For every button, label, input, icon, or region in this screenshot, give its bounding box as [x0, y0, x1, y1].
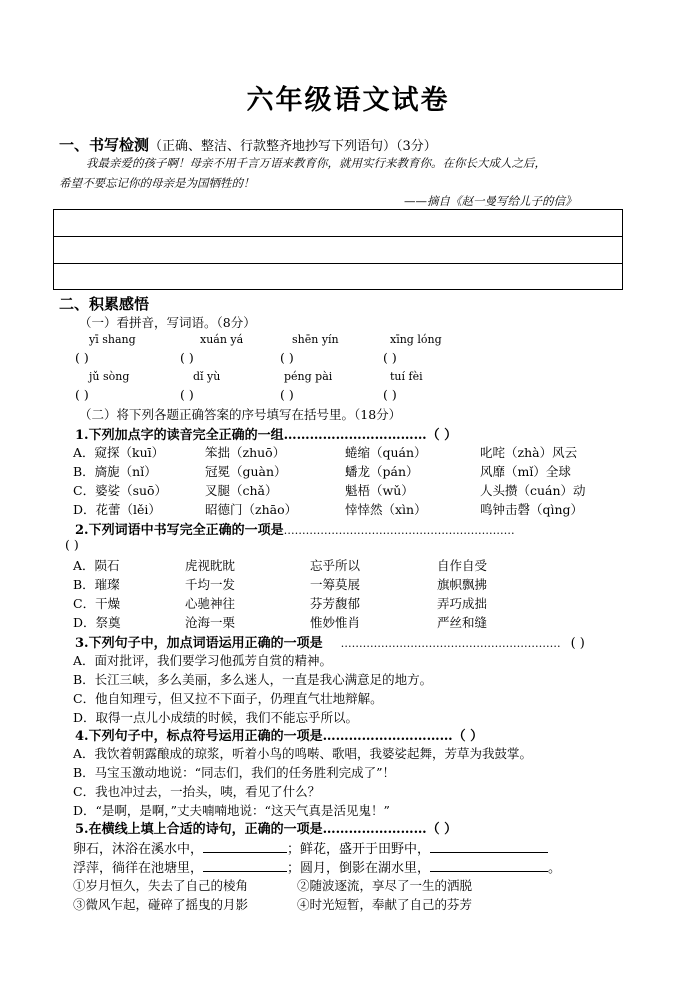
q2-option: 弄巧成拙	[437, 596, 488, 611]
fill-blank[interactable]	[430, 871, 548, 872]
q1-option: 悻悻然（xìn）	[345, 502, 427, 517]
passage-line-1: 我最亲爱的孩子啊！母亲不用千言万语来教育你，就用实行来教育你。在你长大成人之后，	[86, 156, 546, 170]
question-4-stem: 4.下列句子中，标点符号运用正确的一项是…………………………（ ）	[75, 729, 484, 744]
q2-option: 忘乎所以	[310, 558, 361, 573]
fill-blank[interactable]	[203, 871, 287, 872]
q1-option: A．窥探（kuī）	[73, 445, 165, 460]
q4-option-d: D．“是啊，是啊，”丈夫喃喃地说：“这天气真是活见鬼！”	[73, 803, 390, 818]
q2-option: B．璀璨	[73, 577, 120, 592]
answer-bracket[interactable]: ( )	[180, 350, 194, 365]
q1-option: 蟠龙（pán）	[345, 464, 419, 479]
answer-bracket[interactable]: ( )	[280, 387, 294, 402]
q5-line2-end: 。	[548, 861, 562, 876]
q2-option: 严丝和缝	[437, 615, 488, 630]
question-3-text: 3.下列句子中，加点词语运用正确的一项是	[75, 636, 323, 651]
q2-option: 芬芳馥郁	[310, 596, 361, 611]
q3-option-a: A．面对批评，我们要学习他孤芳自赏的精神。	[73, 653, 333, 668]
question-2-text: 2.下列词语中书写完全正确的一项是	[75, 523, 284, 538]
answer-bracket[interactable]: ( )	[280, 350, 294, 365]
q2-option: 一筹莫展	[310, 577, 361, 592]
question-2-stem	[75, 519, 515, 538]
pinyin-5: jǔ sòng	[89, 370, 130, 383]
q1-option: 鸣钟击磬（qìng）	[480, 502, 584, 517]
q2-option: 惟妙惟肖	[310, 615, 361, 630]
q1-option: 叉腿（chǎ）	[205, 483, 278, 498]
q1-option: 冠冕（guàn）	[205, 464, 287, 479]
q2-option: 心驰神往	[185, 596, 236, 611]
passage-source: ——摘自《赵一曼写给儿子的信》	[404, 194, 577, 208]
answer-bracket[interactable]: ( )	[65, 537, 79, 552]
pinyin-7: péng pài	[284, 370, 333, 383]
q2-option: 虎视眈眈	[185, 558, 236, 573]
question-3-stem	[75, 632, 585, 651]
q5-option-4: ④时光短暂，奉献了自己的芬芳	[297, 897, 473, 912]
q2-option: A．陨石	[73, 558, 120, 573]
q1-option: 昭德门（zhāo）	[205, 502, 298, 517]
q2-option: 自作自受	[437, 558, 488, 573]
q5-line1-part-a: 卵石，沐浴在溪水中，	[73, 842, 204, 857]
fill-blank[interactable]	[430, 852, 548, 853]
q5-option-2: ②随波逐流，享尽了一生的洒脱	[297, 878, 473, 893]
answer-bracket[interactable]: ( )	[75, 350, 89, 365]
answer-bracket[interactable]: ( )	[75, 387, 89, 402]
answer-bracket[interactable]: ( )	[383, 350, 397, 365]
answer-bracket[interactable]: ( )	[180, 387, 194, 402]
q5-line-2	[73, 857, 561, 876]
question-1-stem: 1.下列加点字的读音完全正确的一组……………………………（ ）	[75, 428, 458, 443]
q3-option-c: C．他自知理亏，但又拉不下面子，仍理直气壮地辩解。	[73, 691, 383, 706]
pinyin-4: xīng lóng	[390, 333, 442, 346]
q1-option: 风靡（mǐ）全球	[480, 464, 571, 479]
q1-option: 蜷缩（quán）	[345, 445, 427, 460]
q1-option: 叱咤（zhà）风云	[480, 445, 578, 460]
q4-option-b: B．马宝玉激动地说：“同志们，我们的任务胜利完成了”！	[73, 765, 395, 780]
q2-option: D．祭奠	[73, 615, 121, 630]
q2-option: 沧海一栗	[185, 615, 236, 630]
q3-option-b: B．长江三峡，多么美丽，多么迷人，一直是我心满意足的地方。	[73, 672, 433, 687]
section2-heading: 二、积累感悟	[59, 295, 150, 313]
leader-dots: ………………………………………………………	[283, 524, 515, 537]
question-5-stem: 5.在横线上填上合适的诗句，正确的一项是……………………（ ）	[75, 822, 458, 837]
q5-line2-part-a: 浮萍，徜徉在池塘里，	[73, 861, 204, 876]
part1-instruction: （一）看拼音，写词语。（8分）	[79, 315, 256, 330]
q4-option-c: C．我也冲过去，一抬头，咦，看见了什么？	[73, 784, 321, 799]
leader-dots: ……………………………………………………	[340, 637, 561, 650]
q1-option: 人头攒（cuán）动	[480, 483, 586, 498]
q5-line2-part-b: ；圆月，倒影在湖水里，	[287, 861, 431, 876]
q5-option-3: ③微风乍起，碰碎了摇曳的月影	[73, 897, 249, 912]
section1-header	[59, 134, 437, 155]
q2-option: 旗帜飘拂	[437, 577, 488, 592]
copy-writing-box[interactable]	[53, 209, 623, 290]
pinyin-2: xuán yá	[200, 333, 244, 346]
writing-line	[54, 263, 622, 264]
answer-bracket[interactable]: ( )	[383, 387, 397, 402]
passage-line-2: 希望不要忘记你的母亲是为国牺牲的！	[59, 176, 255, 190]
q5-option-1: ①岁月恒久，失去了自己的棱角	[73, 878, 249, 893]
answer-bracket[interactable]: ( )	[570, 636, 585, 651]
q1-option: 笨拙（zhuō）	[205, 445, 286, 460]
page-title: 六年级语文试卷	[246, 85, 450, 116]
pinyin-1: yī shang	[89, 333, 136, 346]
q2-option: C．干燥	[73, 596, 121, 611]
part2-instruction: （二）将下列各题正确答案的序号填写在括号里。（18分）	[79, 407, 402, 422]
q1-option: D．花蕾（lěi）	[73, 502, 161, 517]
q5-line-1	[73, 838, 548, 857]
q5-line1-part-b: ；鲜花，盛开于田野中，	[287, 842, 431, 857]
section1-instruction: （正确、整洁、行款整齐地抄写下列语句）（3分）	[149, 139, 437, 154]
q2-option: 千均一发	[185, 577, 236, 592]
pinyin-3: shēn yín	[292, 333, 339, 346]
q1-option: C．婆娑（suō）	[73, 483, 168, 498]
q4-option-a: A．我饮着朝露酿成的琼浆，听着小鸟的鸣啭、歌唱，我婆娑起舞，芳草为我鼓掌。	[73, 746, 533, 761]
q3-option-d: D．取得一点儿小成绩的时候，我们不能忘乎所以。	[73, 710, 359, 725]
q1-option: 魁梧（wǔ）	[345, 483, 414, 498]
writing-line	[54, 236, 622, 237]
q1-option: B．旖旎（nǐ）	[73, 464, 157, 479]
fill-blank[interactable]	[203, 852, 287, 853]
pinyin-6: dǐ yù	[193, 370, 221, 383]
pinyin-8: tuí fèi	[390, 370, 423, 383]
section1-heading: 一、书写检测	[59, 136, 150, 154]
